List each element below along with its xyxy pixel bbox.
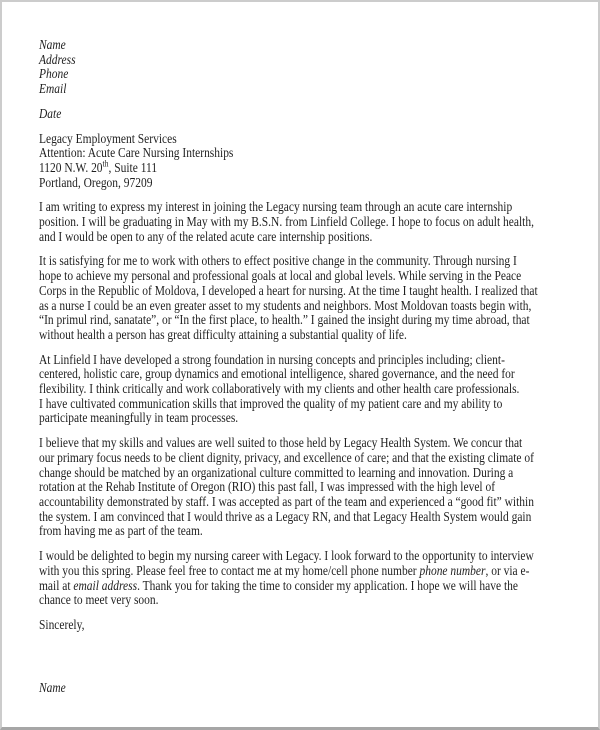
letter-content [39, 38, 538, 695]
paragraph-background [39, 254, 538, 342]
text-line: Date [39, 105, 62, 121]
text-line: rotation at the Rehab Institute of Oregon (RIO) this past fall, I was impressed with the high level of [39, 479, 496, 495]
text-line: Email [39, 81, 67, 97]
date-block [39, 107, 538, 122]
text-line: flexibility. I think critically and work collaboratively with my clients and other health care professionals. [39, 381, 520, 397]
text-line: Address [39, 51, 76, 67]
text-line: 1120 N.W. 20th, Suite 111 [39, 158, 158, 175]
paragraph-fit [39, 436, 538, 539]
text-line: accountability demonstrated by staff. I was accepted as part of the team and experienced a “good fit” within [39, 493, 534, 509]
text-line: participate meaningfully in team processes. [39, 410, 239, 426]
text-line: Name [39, 679, 66, 695]
text-line: and I would be open to any of the related acute care internship positions. [39, 228, 373, 244]
text-line: At Linfield I have developed a strong foundation in nursing concepts and principles including; client- [39, 351, 505, 367]
text-line: hope to achieve my personal and professional goals at local and global levels. While serving in the Peace [39, 268, 522, 284]
text-line: chance to meet very soon. [39, 592, 159, 608]
text-line: Name [39, 37, 66, 52]
text-line: mail at email address. Thank you for taking the time to consider my application. I hope we will have the [39, 577, 518, 593]
paragraph-education [39, 353, 538, 427]
text-line: It is satisfying for me to work with others to effect positive change in the community. Through nursing I [39, 253, 517, 269]
text-line: change should be matched by an organizational culture committed to learning and innovation. During a [39, 464, 514, 480]
sender-block [39, 38, 538, 97]
text-line: from having me as part of the team. [39, 523, 203, 539]
text-line: as a nurse I could be an even greater asset to my students and neighbors. Most Moldovan toasts begin with, [39, 297, 532, 313]
paragraph-intro [39, 200, 538, 244]
text-line: our primary focus needs to be client dignity, privacy, and excellence of care; and that the existing climate of [39, 449, 534, 465]
text-line: Portland, Oregon, 97209 [39, 174, 153, 190]
text-line: I believe that my skills and values are well suited to those held by Legacy Health System. We concur that [39, 435, 523, 451]
paragraph-call-to-action [39, 549, 538, 608]
text-line: “In primul rind, sanatate”, or “In the first place, to health.” I gained the insight during my time abroad, that [39, 312, 530, 328]
signature-block [39, 681, 538, 696]
text-line: without health a person has great difficulty attaining a substantial quality of life. [39, 326, 407, 342]
text-line: Sincerely, [39, 616, 85, 632]
text-line: Attention: Acute Care Nursing Internships [39, 145, 234, 161]
text-line: Corps in the Republic of Moldova, I developed a heart for nursing. At the time I taught health. I realized that [39, 282, 538, 298]
text-line: the system. I am convinced that I would thrive as a Legacy RN, and that Legacy Health System would gain [39, 508, 532, 524]
text-line: Phone [39, 66, 69, 82]
text-line: I have cultivated communication skills that improved the quality of my patient care and my ability to [39, 395, 503, 411]
text-line: centered, holistic care, group dynamics and emotional intelligence, shared governance, and the need for [39, 366, 515, 382]
text-line: I am writing to express my interest in joining the Legacy nursing team through an acute care internship [39, 199, 513, 215]
text-line: Legacy Employment Services [39, 130, 177, 146]
text-line: with you this spring. Please feel free to contact me at my home/cell phone number phone number, or via e- [39, 562, 530, 578]
closing-block [39, 618, 538, 633]
text-line: position. I will be graduating in May with my B.S.N. from Linfield College. I hope to focus on adult health, [39, 214, 534, 230]
recipient-block [39, 132, 538, 191]
text-line: I would be delighted to begin my nursing career with Legacy. I look forward to the opportunity to interview [39, 548, 534, 564]
